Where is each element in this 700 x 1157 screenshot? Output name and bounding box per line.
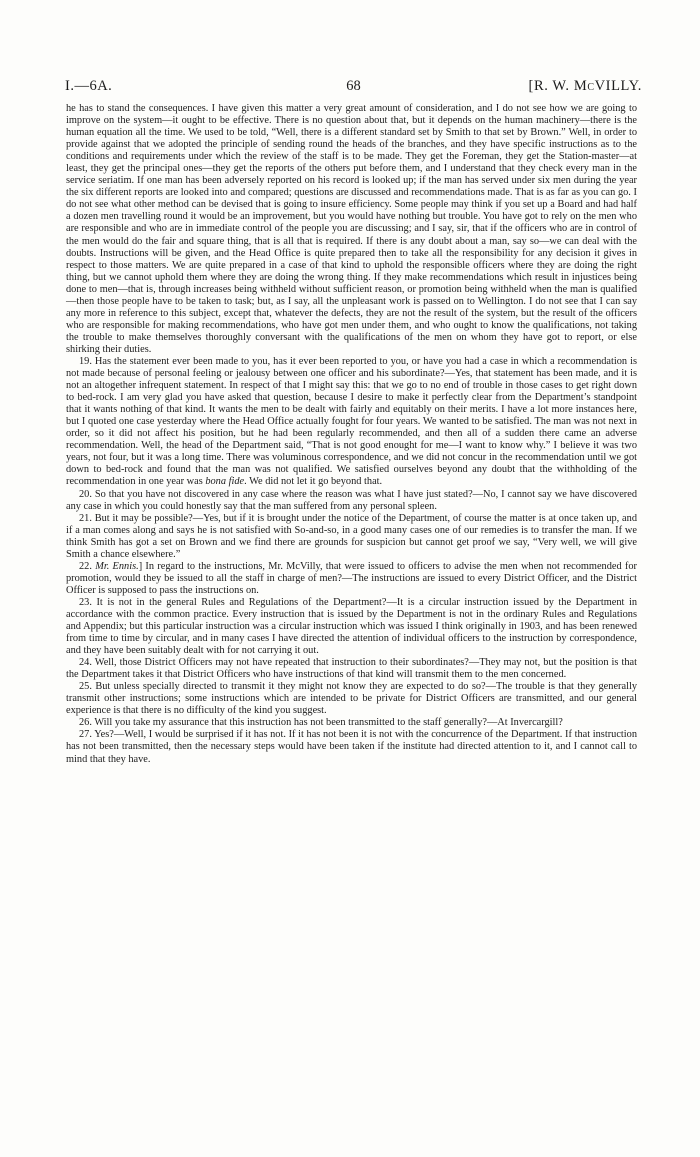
paragraph-question-24: 24. Well, those District Officers may not have repeated that instruction to their subordinates?—They may not, but the position is that the Department takes it that District Officers who have instructions of that kind will transmit them to the men concerned. — [66, 657, 637, 681]
witness-name: [R. W. McVILLY. — [528, 78, 642, 94]
paragraph-question-19: 19. Has the statement ever been made to you, has it ever been reported to you, or have you had a case in which a recommendation is not made because of personal feeling or jealousy between one officer and his subordinate?—Yes, that statement has been made, and it is not an altogether infrequent statement. In respect of that I might say this: that we go to no end of trouble in those cases to get right down to bed-rock. I am very glad you have asked that question, because I desire to make it perfectly clear from the Department’s standpoint that it wants nothing of that kind. It wants the men to be dealt with fairly and equitably on their merits. I have a lot more instances here, but I quoted one case yesterday where the Head Office actually fought for four years. We wanted to be satisfied. The man was not next in order, so it did not affect his position, but he had been regularly recommended, and then all of a sudden there came an adverse recommendation. Well, the head of the Department said, “That is not good enought for me—I want to know why.” I believe it was two years, not four, but it was a long time. There was voluminous correspondence, and we did not concur in the recommendation until we got down to bed-rock and found that the man was not qualified. We satisfied ourselves beyond any doubt that the withholding of the recommendation in one year was bona fide. We did not let it go beyond that. — [66, 355, 637, 488]
paragraph-question-20: 20. So that you have not discovered in any case where the reason was what I have just stated?—No, I cannot say we have discovered any case in which you could honestly say that the man suffered from any personal spleen. — [66, 488, 637, 512]
paragraph-question-27: 27. Yes?—Well, I would be surprised if it has not. If it has not been it is not with the concurrence of the Department. If that instruction has not been transmitted, then the necessary steps would have been taken if the institute had directed attention to it, and I cannot call to mind that they have. — [66, 729, 637, 765]
paragraph-continuation: he has to stand the consequences. I have given this matter a very great amount of consideration, and I do not see how we are going to improve on the system—it ought to be effective. There is no question about that, but it depends on the human machinery—there is the human equation all the time. We used to be told, “Well, there is a different standard set by Smith to that set by Brown.” Well, in order to provide against that we adopted the principle of sending round the heads of the branches, and they have specific instructions as to the conditions and requirements under which the review of the staff is to be made. They get the Foreman, they get the Station-master—at least, they get the principal ones—they get the reports of the others put before them, and I understand that they check every man in the service seriatim. If one man has been adversely reported on his record is looked up; if the man has served under six men during the year the six different reports are looked into and compared; questions are discussed and recommendations made. That is as far as you can go. I do not see what other method can be devised that is going to insure efficiency. Some people may think if you set up a Board and had half a dozen men travelling round it would be an improvement, but you would have nothing but trouble. You have got to rely on the men who are responsible and who are in immediate control of the people you are discussing; and I say, sir, that if the officers who are in control of the men would do the fair and square thing, that is all that is required. If there is any doubt about a man, say so—we can deal with the doubts. Instructions will be given, and the Head Office is quite prepared then to take all the responsibility for any decision it gives in respect to those matters. We are quite prepared in a case of that kind to uphold the responsible officers where they are doing the right thing, but we cannot uphold them where they are doing the wrong thing. If they make recommendations which result in injustices being done to men—that is, through increases being withheld without sufficient reason, or promotion being withheld when the man is qualified —then those people have to be taken to task; but, as I say, all the unpleasant work is passed on to Wellington. I do not see that I can say any more in reference to this subject, except that, whatever the defects, they are not the result of the system, but the result of the officers who are responsible for making recommendations, who have got men under them, and who ought to know the qualifications, not taking the trouble to make themselves thoroughly conversant with the qualifications of the men on whom they have got to report, or else shirking their duties. — [66, 103, 637, 355]
section-reference: I.—6A. — [65, 78, 113, 94]
paragraph-question-22: 22. Mr. Ennis.] In regard to the instructions, Mr. McVilly, that were issued to officers to advise the men when not recommended for promotion, would they be issued to all the staff in charge of men?—The instructions are issued to every District Officer, and the District Officer is supposed to pass the instructions on. — [66, 560, 637, 596]
paragraph-question-21: 21. But it may be possible?—Yes, but if it is brought under the notice of the Department, of course the matter is at once taken up, and if a man comes along and says he is not satisfied with So-and-so, in a good many cases one of our remedies is to transfer the man. If we think Smith has got a set on Brown and we find there are grounds for suspicion but cannot get proof we say, “Very well, we will give Smith a chance elsewhere.” — [66, 512, 637, 560]
body-text — [66, 103, 637, 766]
paragraph-question-26: 26. Will you take my assurance that this instruction has not been transmitted to the staff generally?—At Invercargill? — [79, 717, 563, 729]
paragraph-question-25: 25. But unless specially directed to transmit it they might not know they are expected to do so?—The trouble is that they generally transmit other instructions; some instructions which are intended to be private for District Officers are transmitted, and our general experience is that there is no difficulty of the kind you suggest. — [66, 681, 637, 717]
page-header — [65, 78, 642, 98]
paragraph-question-23: 23. It is not in the general Rules and Regulations of the Department?—It is a circular instruction issued by the Department in accordance with the common practice. Every instruction that is issued by the Department is not in the ordinary Rules and Regulations and Appendix; but this particular instruction was a circular instruction which was issued I think originally in 1903, and has been renewed from time to time by circular, and in many cases I have directed the attention of individual officers to the instruction by correspondence, and they have been suitably dealt with for not carrying it out. — [66, 596, 637, 657]
page-number: 68 — [346, 78, 361, 94]
